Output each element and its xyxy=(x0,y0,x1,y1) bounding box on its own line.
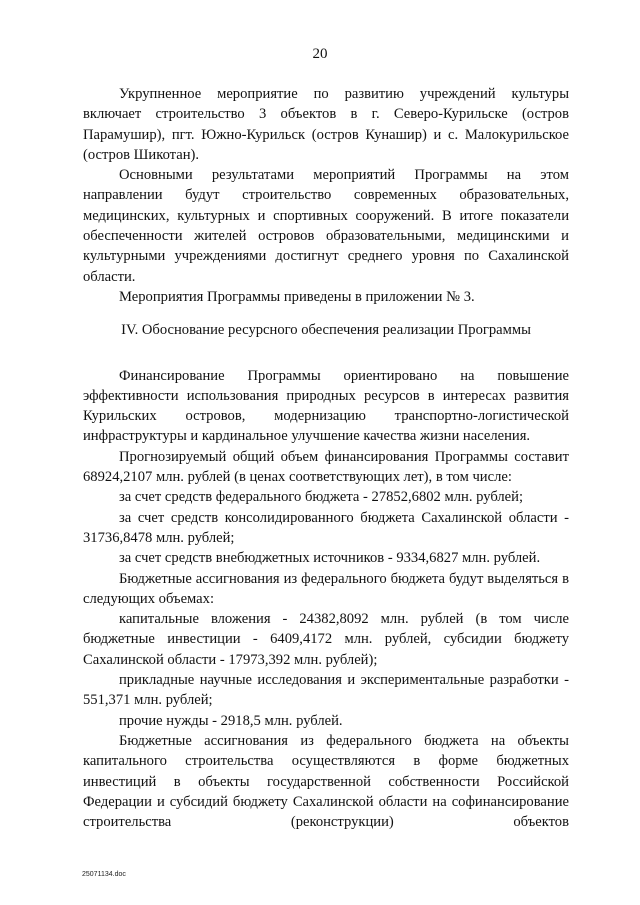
page-number: 20 xyxy=(312,46,328,62)
list-item-federal: за счет средств федерального бюджета - 27852,6802 млн. рублей; xyxy=(119,489,524,506)
paragraph-results: Основными результатами мероприятий Программы на этом направлении будут строительство современных образовательных, медицинских, культурных и спортивных сооружений. В итоге показатели обеспеченности жителей островов образовательными, медицинскими и культурными учреждениями достигнут среднего уровня по Сахалинской области. xyxy=(83,167,569,285)
paragraph-culture: Укрупненное мероприятие по развитию учреждений культуры включает строительство 3 объектов в г. Северо-Курильске (остров Парамушир), пгт. Южно-Курильск (остров Кунашир) и с. Малокурильское (остров Шикотан). xyxy=(83,86,569,163)
footer-filename: 25071134.doc xyxy=(82,871,126,878)
list-item-research: прикладные научные исследования и экспериментальные разработки - 551,371 млн. рублей; xyxy=(83,672,569,709)
list-item-extrabudgetary: за счет средств внебюджетных источников - 9334,6827 млн. рублей. xyxy=(119,550,541,567)
document-body xyxy=(83,84,569,832)
list-item-capital: капитальные вложения - 24382,8092 млн. рублей (в том числе бюджетные инвестиции - 6409,4172 млн. рублей, субсидии бюджету Сахалинской области - 17973,392 млн. рублей); xyxy=(83,611,569,668)
list-item-other: прочие нужды - 2918,5 млн. рублей. xyxy=(119,712,343,729)
paragraph-appendix-ref: Мероприятия Программы приведены в приложении № 3. xyxy=(119,288,475,305)
paragraph-federal-allocations: Бюджетные ассигнования из федерального бюджета будут выделяться в следующих объемах: xyxy=(83,570,569,607)
paragraph-total-volume: Прогнозируемый общий объем финансирования Программы составит 68924,2107 млн. рублей (в ценах соответствующих лет), в том числе: xyxy=(83,448,569,486)
list-item-regional: за счет средств консолидированного бюджета Сахалинской области - 31736,8478 млн. рублей; xyxy=(83,509,569,546)
paragraph-capital-construction: Бюджетные ассигнования из федерального бюджета на объекты капитального строительства осуществляются в форме бюджетных инвестиций в объекты государственной собственности Российской Федерации и субсидий бюджету Сахалинской области на софинансирование строительства (реконструкции) объектов xyxy=(83,732,569,831)
paragraph-financing: Финансирование Программы ориентировано на повышение эффективности использования природных ресурсов в интересах развития Курильских островов, модернизацию транспортно-логистической инфраструктуры и кардинальное улучшение качества жизни населения. xyxy=(83,367,569,445)
section-heading: IV. Обоснование ресурсного обеспечения реализации Программы xyxy=(121,322,531,339)
